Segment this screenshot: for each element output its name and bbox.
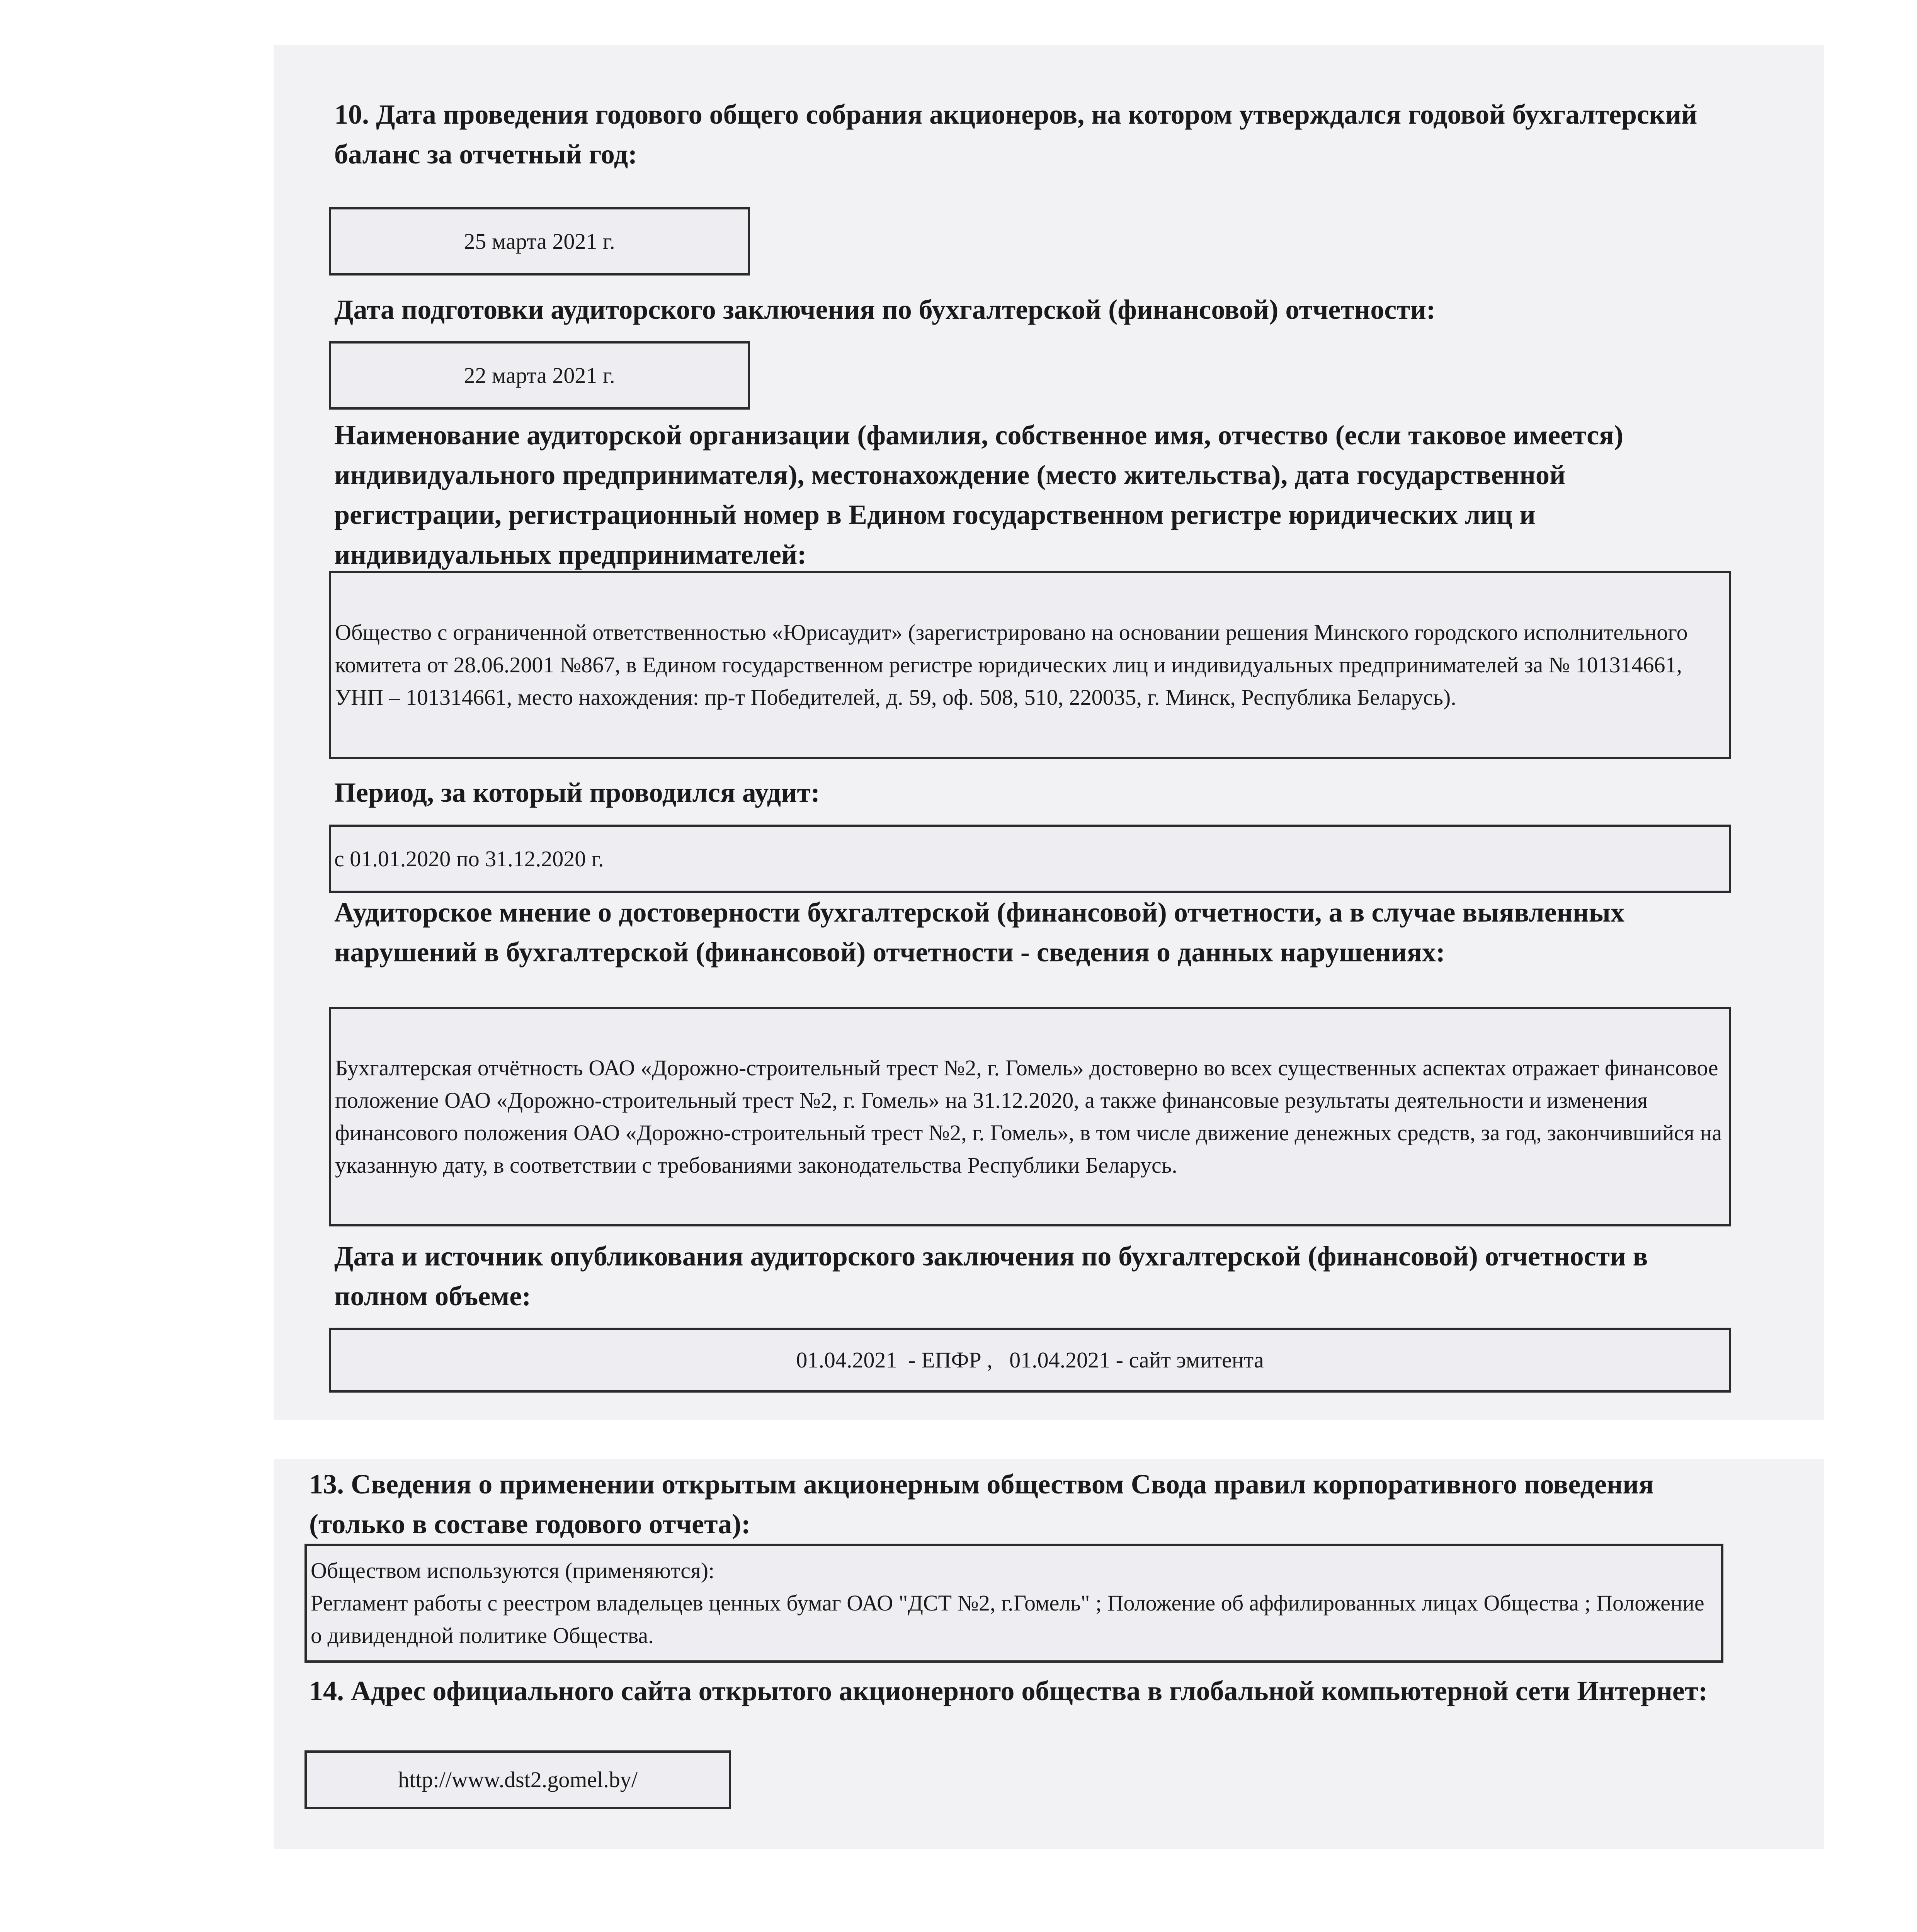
audit-opinion-question: Аудиторское мнение о достоверности бухгалтерской (финансовой) отчетности, а в случае выявленных нарушений в бухгалтерской (финансовой) отчетности - сведения о данных нарушениях:: [334, 897, 1624, 968]
meeting-date-field: [329, 207, 750, 276]
corporate-code-question: 13. Сведения о применении открытым акционерным обществом Свода правил корпоративного поведения (только в составе годового отчета):: [309, 1469, 1654, 1539]
audit-date-question: Дата подготовки аудиторского заключения по бухгалтерской (финансовой) отчетности:: [334, 294, 1436, 325]
publication-question: Дата и источник опубликования аудиторского заключения по бухгалтерской (финансовой) отчетности в полном объеме:: [334, 1241, 1648, 1311]
corporate-code-intro: Обществом используются (применяются):: [311, 1558, 715, 1583]
audit-period-question: Период, за который проводился аудит:: [334, 777, 820, 808]
audit-opinion-field: [329, 1007, 1731, 1226]
auditor-question: Наименование аудиторской организации (фамилия, собственное имя, отчество (если таковое имеется) индивидуального предпринимателя), местонахождение (место жительства), дата государственной регистрации, регистрационный номер в Едином государственном регистре юридических лиц и индивидуальных предпринимателей:: [334, 420, 1624, 570]
audit-date-field: [329, 341, 750, 410]
website-question: 14. Адрес официального сайта открытого акционерного общества в глобальной компьютерной сети Интернет:: [309, 1675, 1708, 1706]
auditor-info-value: Общество с ограниченной ответственностью «Юрисаудит» (зарегистрировано на основании решения Минского городского исполнительного комитета от 28.06.2001 №867, в Едином государственном регистре юридических лиц и индивидуальных предпринимателей за № 101314661, УНП – 101314661, место нахождения: пр-т Победителей, д. 59, оф. 508, 510, 220035, г. Минск, Республика Беларусь).: [335, 620, 1688, 710]
auditor-info-field: [329, 571, 1731, 759]
audit-date-value: 22 марта 2021 г.: [464, 362, 615, 388]
corporate-code-field: [304, 1544, 1723, 1663]
audit-period-value: с 01.01.2020 по 31.12.2020 г.: [334, 846, 604, 871]
publication-field: [329, 1328, 1731, 1393]
website-field: [304, 1750, 731, 1809]
audit-opinion-value: Бухгалтерская отчётность ОАО «Дорожно-строительный трест №2, г. Гомель» достоверно во всех существенных аспектах отражает финансовое положение ОАО «Дорожно-строительный трест №2, г. Гомель» на 31.12.2020, а также финансовые результаты деятельности и изменения финансового положения ОАО «Дорожно-строительный трест №2, г. Гомель», в том числе движение денежных средств, за год, закончившийся на указанную дату, в соответствии с требованиями законодательства Республики Беларусь.: [335, 1055, 1722, 1178]
audit-period-field: [329, 825, 1731, 893]
website-value: http://www.dst2.gomel.by/: [398, 1767, 638, 1792]
corporate-code-list: Регламент работы с реестром владельцев ценных бумаг ОАО "ДСТ №2, г.Гомель" ; Положение об аффилированных лицах Общества ; Положение о дивидендной политике Общества.: [311, 1590, 1704, 1648]
meeting-date-value: 25 марта 2021 г.: [464, 228, 615, 254]
meeting-date-question: 10. Дата проведения годового общего собрания акционеров, на котором утверждался годовой бухгалтерский баланс за отчетный год:: [334, 99, 1698, 170]
publication-value: 01.04.2021 - ЕПФР , 01.04.2021 - сайт эмитента: [796, 1347, 1264, 1372]
